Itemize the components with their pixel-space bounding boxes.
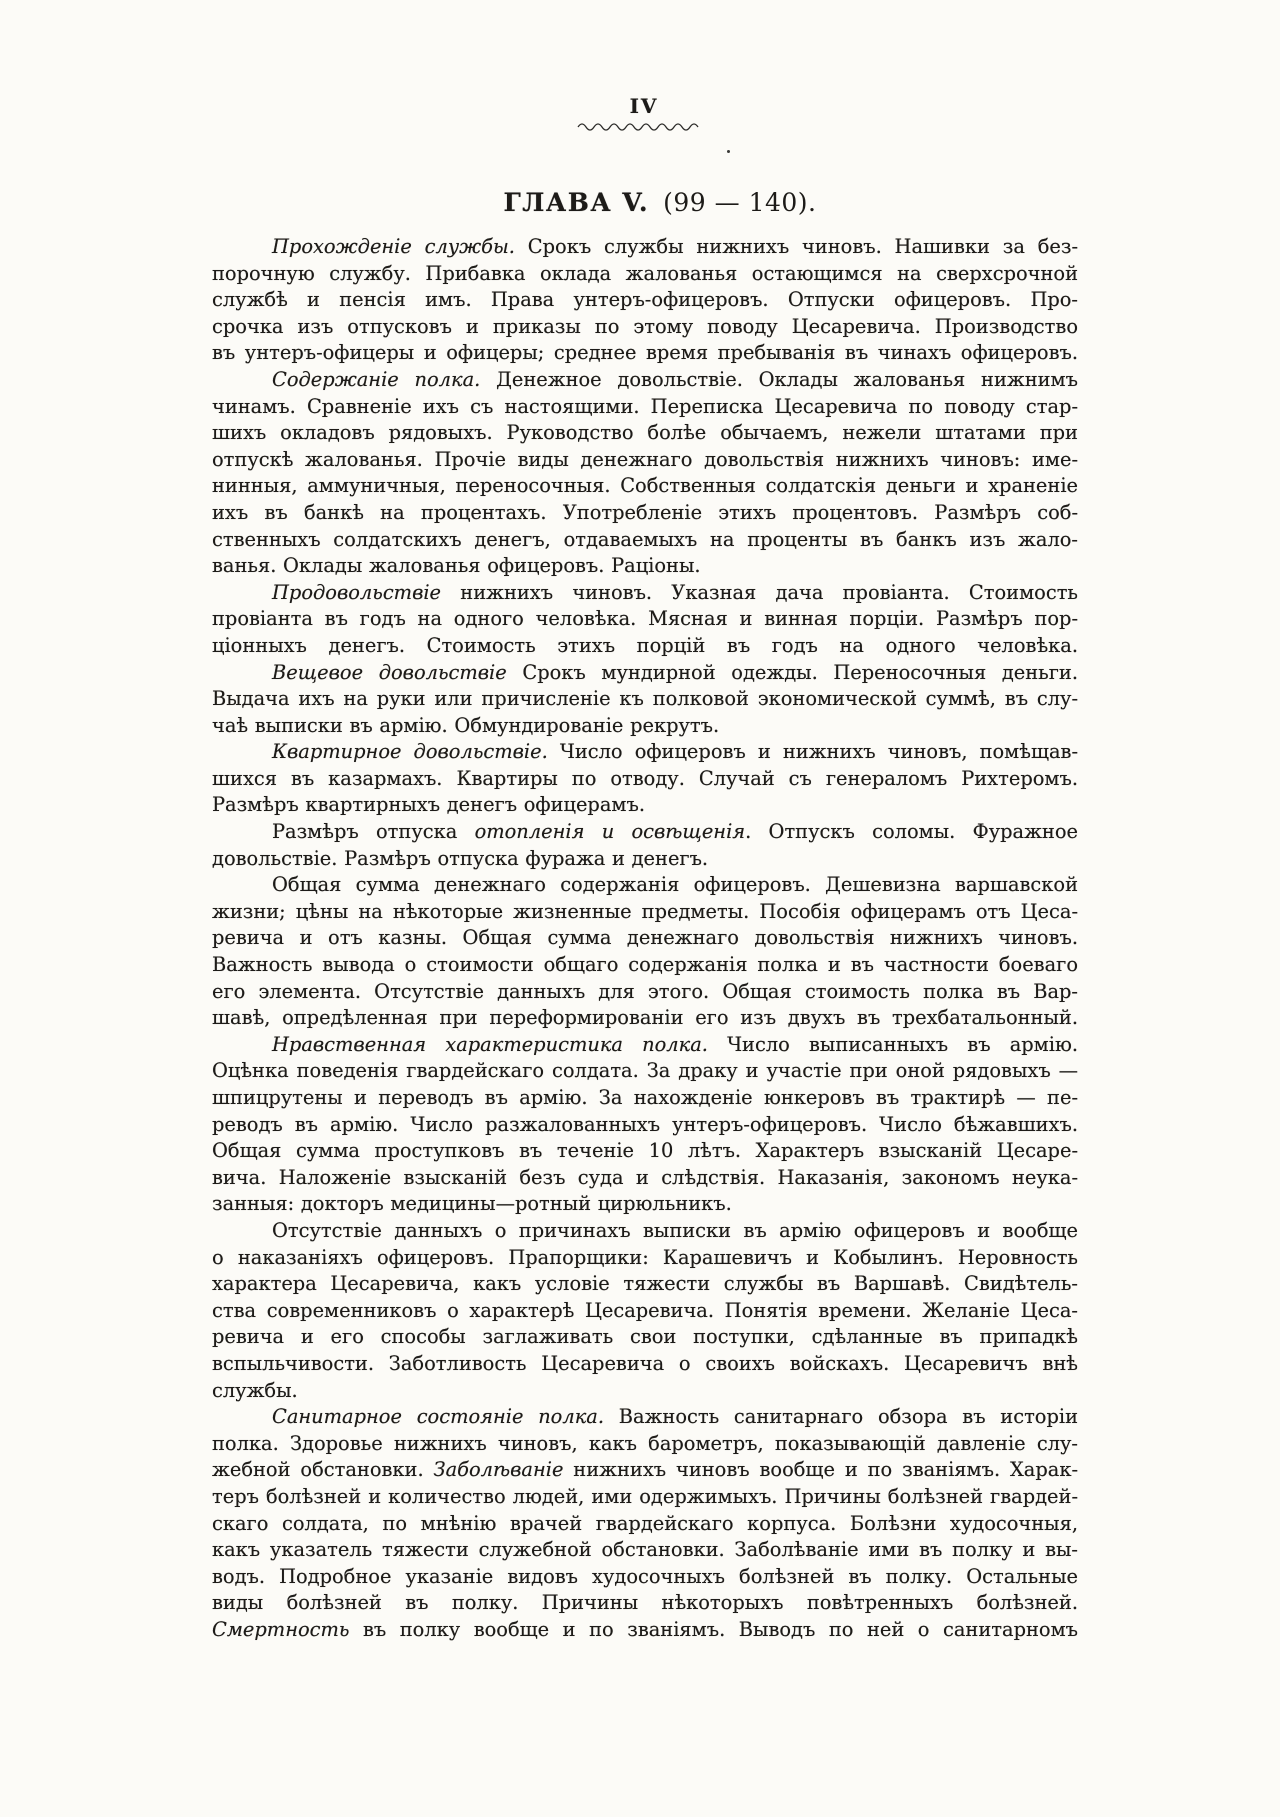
text-run: Общая сумма проступковъ въ теченіе 10 лѣтъ. Характеръ взысканій Цесаре- xyxy=(212,1139,1078,1163)
italic-run: Прохожденіе службы. xyxy=(272,235,515,258)
text-run: ихъ въ банкѣ на процентахъ. Употребленіе этихъ процентовъ. Размѣръ соб- xyxy=(212,500,1078,524)
text-run: Размѣръ отпуска xyxy=(272,820,475,844)
text-line xyxy=(212,766,1078,793)
chapter-page-range: (99 — 140). xyxy=(663,188,817,217)
text-line xyxy=(212,1271,1078,1298)
chapter-heading xyxy=(40,188,1280,217)
text-line xyxy=(212,1404,1078,1431)
text-line xyxy=(212,1112,1078,1139)
text-run: срочка изъ отпусковъ и приказы по этому поводу Цесаревича. Производство xyxy=(212,314,1078,338)
italic-run: Санитарное состояніе полка. xyxy=(272,1405,605,1429)
text-run: его элемента. Отсутствіе данныхъ для этого. Общая стоимость полка въ Вар- xyxy=(212,979,1078,1003)
text-line xyxy=(212,1484,1078,1511)
text-line xyxy=(212,1058,1078,1085)
text-line xyxy=(212,1191,1078,1218)
text-run: довольствіе. Размѣръ отпуска фуража и денегъ. xyxy=(212,846,709,870)
text-line xyxy=(212,1165,1078,1192)
text-run: провіанта въ годъ на одного человѣка. Мясная и винная порціи. Размѣръ пор- xyxy=(212,607,1078,631)
italic-run: Нравственная характеристика полка. xyxy=(272,1032,708,1056)
text-run: водъ. Подробное указаніе видовъ худосочныхъ болѣзней въ полку. Остальные xyxy=(212,1564,1078,1588)
text-line xyxy=(212,340,1078,367)
text-line xyxy=(212,846,1078,873)
text-run: реводъ въ армію. Число разжалованныхъ унтеръ-офицеровъ. Число бѣжавшихъ. xyxy=(212,1112,1078,1136)
italic-run: Содержаніе полка. xyxy=(272,367,481,391)
text-line xyxy=(212,1511,1078,1538)
text-line xyxy=(212,606,1078,633)
text-run: Срокъ мундирной одежды. Переносочныя деньги. xyxy=(506,660,1078,684)
text-run: скаго солдата, по мнѣнію врачей гвардейскаго корпуса. Болѣзни худосочныя, xyxy=(212,1511,1078,1535)
italic-run: Заболѣваніе xyxy=(433,1458,564,1482)
wavy-divider xyxy=(576,121,706,131)
text-line xyxy=(212,979,1078,1006)
chapter-title: ГЛАВА V. xyxy=(503,188,650,217)
text-run: чаѣ выписки въ армію. Обмундированіе рекрутъ. xyxy=(212,713,720,737)
text-line xyxy=(212,1378,1078,1405)
text-run: ственныхъ солдатскихъ денегъ, отдаваемыхъ на проценты въ банкъ изъ жало- xyxy=(212,527,1078,551)
text-run: шихъ окладовъ рядовыхъ. Руководство болѣе обычаемъ, нежели штатами при xyxy=(212,421,1078,445)
text-line xyxy=(212,1590,1078,1617)
text-run: порочную службу. Прибавка оклада жалованья остающимся на сверхсрочной xyxy=(212,261,1078,285)
text-run: ства современниковъ о характерѣ Цесаревича. Понятія времени. Желаніе Цеса- xyxy=(212,1298,1078,1322)
text-line xyxy=(212,1005,1078,1032)
text-line xyxy=(212,819,1078,846)
text-run: службѣ и пенсія имъ. Права унтеръ-офицеровъ. Отпуски офицеровъ. Про- xyxy=(212,288,1078,312)
text-run: теръ болѣзней и количество людей, ими одержимыхъ. Причины болѣзней гвардей- xyxy=(212,1484,1078,1508)
text-line xyxy=(212,473,1078,500)
text-run: Срокъ службы нижнихъ чиновъ. Нашивки за без- xyxy=(514,235,1078,258)
text-line xyxy=(212,1298,1078,1325)
text-run: Важность санитарнаго обзора въ исторіи xyxy=(604,1405,1078,1429)
text-line xyxy=(212,952,1078,979)
text-line xyxy=(212,660,1078,687)
italic-run: отопленія и освѣщенія xyxy=(474,820,746,844)
text-run: вича. Наложеніе взысканій безъ суда и слѣдствія. Наказанія, закономъ неука- xyxy=(212,1165,1078,1189)
text-run: Число офицеровъ и нижнихъ чиновъ, помѣщав- xyxy=(547,740,1078,764)
text-line xyxy=(212,234,1078,261)
text-line xyxy=(212,1537,1078,1564)
text-line xyxy=(212,925,1078,952)
italic-run: Вещевое довольствіе xyxy=(272,660,507,684)
text-run: въ унтеръ-офицеры и офицеры; среднее время пребыванія въ чинахъ офицеровъ. xyxy=(212,341,1078,365)
italic-run: Смертность xyxy=(212,1617,350,1641)
text-line xyxy=(212,1617,1078,1644)
text-run: шавѣ, опредѣленная при переформированіи его изъ двухъ въ трехбатальонный. xyxy=(212,1006,1078,1030)
text-run: занныя: докторъ медицины—ротный цирюльникъ. xyxy=(212,1192,732,1216)
chapter-summary-text xyxy=(212,234,1078,1643)
text-line xyxy=(212,1218,1078,1245)
text-line xyxy=(212,792,1078,819)
text-run: жизни; цѣны на нѣкоторые жизненные предметы. Пособія офицерамъ отъ Цеса- xyxy=(212,899,1078,923)
italic-run: Продовольствіе xyxy=(272,580,442,604)
text-run: Важность вывода о стоимости общаго содержанія полка и въ частности боеваго xyxy=(212,953,1078,977)
text-line xyxy=(212,500,1078,527)
text-run: полка. Здоровье нижнихъ чиновъ, какъ барометръ, показывающій давленіе слу- xyxy=(212,1431,1078,1455)
text-line xyxy=(212,1564,1078,1591)
text-line xyxy=(212,1431,1078,1458)
text-run: ціонныхъ денегъ. Стоимость этихъ порцій въ годъ на одного человѣка. xyxy=(212,633,1078,657)
text-line xyxy=(212,686,1078,713)
text-line xyxy=(212,1138,1078,1165)
text-run: службы. xyxy=(212,1378,298,1402)
text-run: Общая сумма денежнаго содержанія офицеровъ. Дешевизна варшавской xyxy=(272,873,1078,897)
text-run: Оцѣнка поведенія гвардейскаго солдата. За драку и участіе при оной рядовыхъ — xyxy=(212,1059,1078,1083)
text-run: ревича и его способы заглаживать свои поступки, сдѣланные въ припадкѣ xyxy=(212,1325,1078,1349)
text-line xyxy=(212,394,1078,421)
text-line xyxy=(212,1457,1078,1484)
text-run: чинамъ. Сравненіе ихъ съ настоящими. Переписка Цесаревича по поводу стар- xyxy=(212,394,1078,418)
text-line xyxy=(212,1351,1078,1378)
text-run: Число выписанныхъ въ армію. xyxy=(707,1032,1078,1056)
text-run: Отсутствіе данныхъ о причинахъ выписки въ армію офицеровъ и вообще xyxy=(272,1218,1078,1242)
text-line xyxy=(212,1085,1078,1112)
text-line xyxy=(212,261,1078,288)
text-run: . Отпускъ соломы. Фуражное xyxy=(745,820,1078,844)
text-line xyxy=(212,872,1078,899)
text-line xyxy=(212,713,1078,740)
text-run: виды болѣзней въ полку. Причины нѣкоторыхъ повѣтренныхъ болѣзней. xyxy=(212,1591,1078,1615)
text-run: жебной обстановки. xyxy=(212,1458,434,1482)
text-line xyxy=(212,553,1078,580)
text-line xyxy=(212,527,1078,554)
text-line xyxy=(212,580,1078,607)
text-run: вспыльчивости. Заботливость Цесаревича о своихъ войскахъ. Цесаревичъ внѣ xyxy=(212,1351,1078,1375)
text-line xyxy=(212,314,1078,341)
text-run: нижнихъ чиновъ вообще и по званіямъ. Харак- xyxy=(563,1458,1078,1482)
text-run: отпускѣ жалованья. Прочіе виды денежнаго довольствія нижнихъ чиновъ: име- xyxy=(212,447,1078,471)
text-line xyxy=(212,1245,1078,1272)
text-line xyxy=(212,739,1078,766)
text-line xyxy=(212,287,1078,314)
text-run: Размѣръ квартирныхъ денегъ офицерамъ. xyxy=(212,793,645,817)
text-run: ревича и отъ казны. Общая сумма денежнаго довольствія нижнихъ чиновъ. xyxy=(212,926,1078,950)
italic-run: Квартирное довольствіе. xyxy=(272,740,548,764)
text-run: характера Цесаревича, какъ условіе тяжести службы въ Варшавѣ. Свидѣтель- xyxy=(212,1272,1078,1296)
text-line xyxy=(212,447,1078,474)
text-run: какъ указатель тяжести служебной обстановки. Заболѣваніе ими въ полку и вы- xyxy=(212,1538,1078,1562)
text-run: въ полку вообще и по званіямъ. Выводъ по ней о санитарномъ xyxy=(349,1617,1078,1641)
text-line xyxy=(212,1324,1078,1351)
page-number: IV xyxy=(629,94,659,118)
text-run: Выдача ихъ на руки или причисленіе къ полковой экономической суммѣ, въ слу- xyxy=(212,687,1078,711)
text-run: ванья. Оклады жалованья офицеровъ. Раціоны. xyxy=(212,554,701,578)
text-run: о наказаніяхъ офицеровъ. Прапорщики: Карашевичъ и Кобылинъ. Неровность xyxy=(212,1245,1078,1269)
text-line xyxy=(212,633,1078,660)
text-line xyxy=(212,899,1078,926)
text-run: нинныя, аммуничныя, переносочныя. Собственныя солдатскія деньги и храненіе xyxy=(212,474,1078,498)
text-line xyxy=(212,1032,1078,1059)
text-run: нижнихъ чиновъ. Указная дача провіанта. Стоимость xyxy=(441,580,1078,604)
text-run: шихся въ казармахъ. Квартиры по отводу. Случай съ генераломъ Рихтеромъ. xyxy=(212,766,1078,790)
text-line xyxy=(212,420,1078,447)
ink-speck xyxy=(727,150,730,153)
text-run: шпицрутены и переводъ въ армію. За нахожденіе юнкеровъ въ трактирѣ — пе- xyxy=(212,1086,1078,1109)
text-line xyxy=(212,367,1078,394)
text-run: Денежное довольствіе. Оклады жалованья нижнимъ xyxy=(480,367,1078,391)
